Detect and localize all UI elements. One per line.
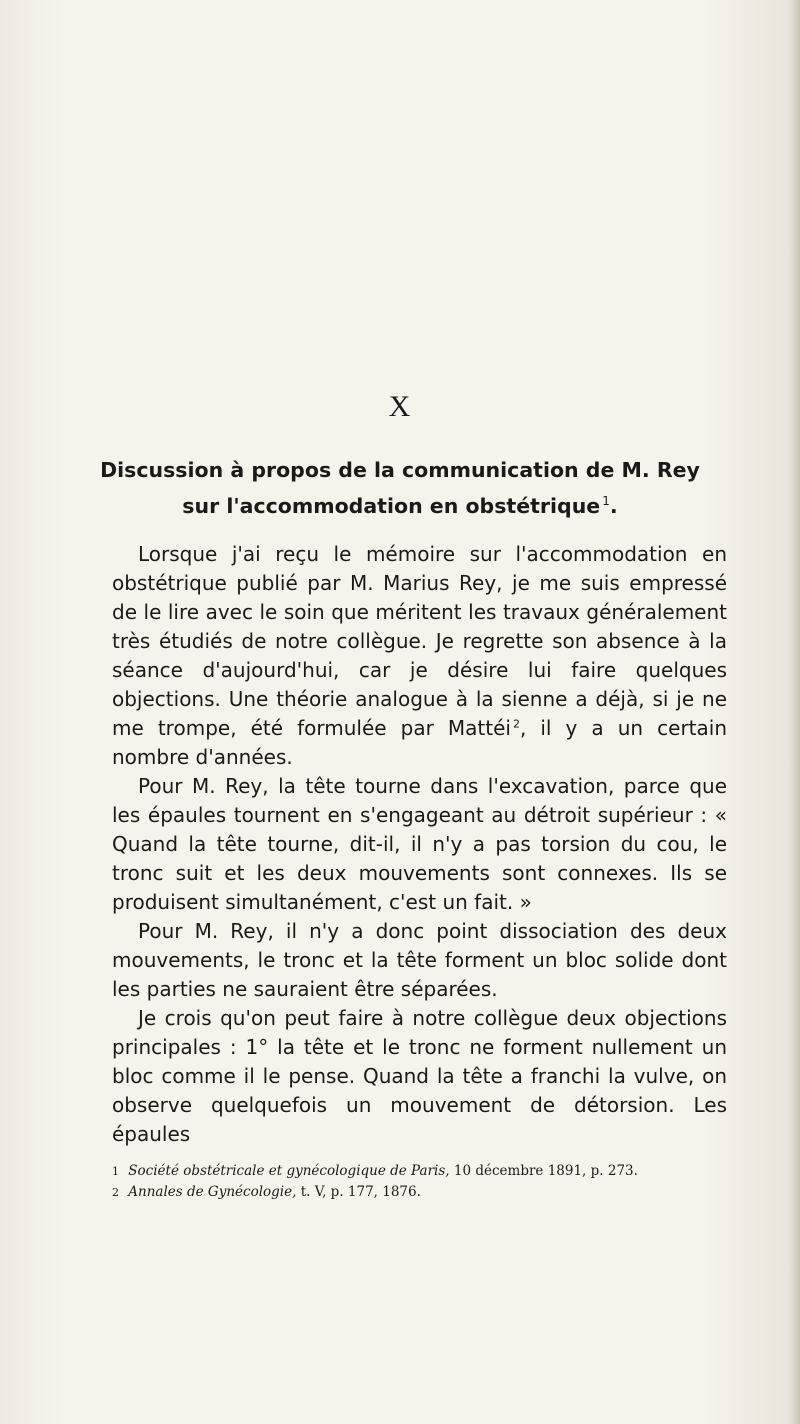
chapter-title-line-2 [80,486,720,522]
paragraph-1 [112,540,727,772]
chapter-title-line-2-text: sur l'accommodation en obstétrique [182,493,601,518]
footnote-1 [112,1161,732,1182]
footnotes [112,1161,732,1203]
chapter-number: X [388,390,412,423]
footnote-ref-1: 1 [602,494,610,508]
footnote-1-details: 10 décembre 1891, p. 273. [449,1163,638,1179]
footnote-2-source: Annales de Gynécologie, [128,1184,297,1200]
paragraph-1-text-b: , il y a un certain nombre d'années. [112,716,727,769]
footnote-ref-2: 2 [512,717,520,731]
chapter-title [80,455,720,522]
chapter-title-line-1: Discussion à propos de la communication de M. Rey [100,458,700,482]
page-edge-shadow [788,0,800,1424]
footnote-2-number: 2 [112,1186,119,1199]
footnote-2-details: t. V, p. 177, 1876. [296,1184,421,1200]
chapter-title-line-2-end: . [609,493,618,518]
body-text [112,540,727,1149]
footnote-1-number: 1 [112,1165,119,1178]
paragraph-4: Je crois qu'on peut faire à notre collègue deux objections principales : 1° la tête et le tronc ne forment nullement un bloc comme il le pense. Quand la tête a franchi la vulve, on observe quelquefois un mouvement de détorsion. Les épaules [112,1006,727,1146]
paragraph-2: Pour M. Rey, la tête tourne dans l'excavation, parce que les épaules tournent en s'engageant au détroit supérieur : « Quand la tête tourne, dit-il, il n'y a pas torsion du cou, le tronc suit et les deux mouvements sont connexes. Ils se produisent simultanément, c'est un fait. » [112,774,727,914]
footnote-1-source: Société obstétricale et gynécologique de Paris, [128,1163,450,1179]
paragraph-3: Pour M. Rey, il n'y a donc point dissociation des deux mouvements, le tronc et la tête forment un bloc solide dont les parties ne sauraient être séparées. [112,919,727,1001]
footnote-2 [112,1182,732,1203]
paragraph-1-text-a: Lorsque j'ai reçu le mémoire sur l'accommodation en obstétrique publié par M. Marius Rey, je me suis empressé de le lire avec le soin que méritent les travaux généralement très étudiés de notre collègue. Je regrette son absence à la séance d'aujourd'hui, car je désire lui faire quelques objections. Une théorie analogue à la sienne a déjà, si je ne me trompe, été formulée par Mattéi [112,542,727,740]
